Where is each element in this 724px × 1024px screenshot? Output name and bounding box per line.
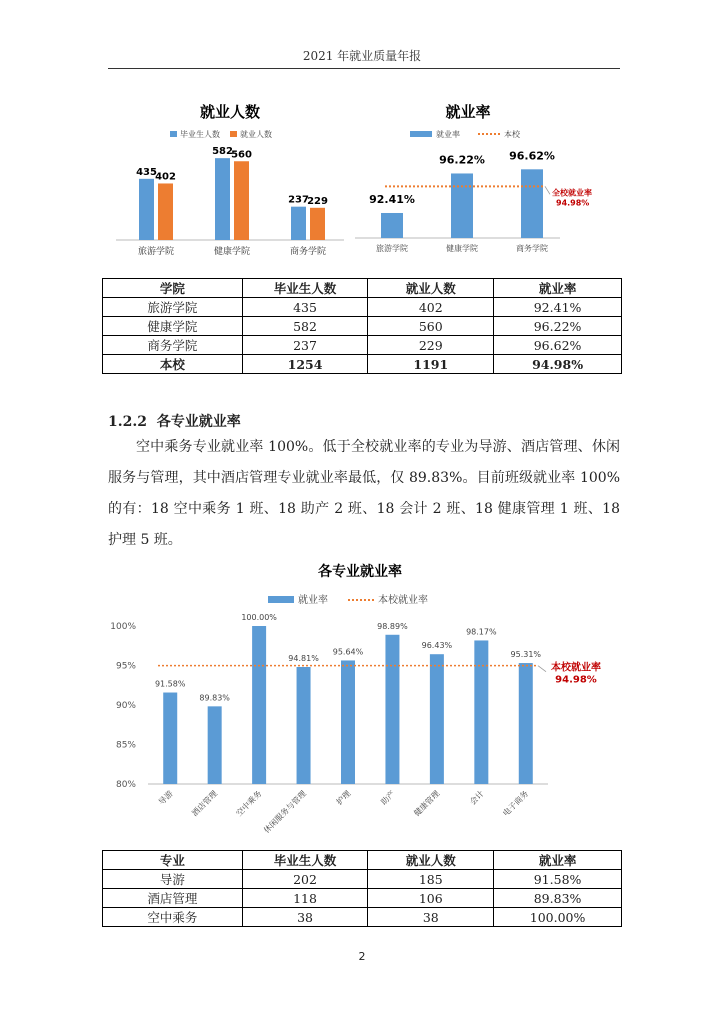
x-tick-label: 会计 — [468, 789, 486, 807]
annotation-leader — [545, 186, 550, 194]
legend-label: 毕业生人数 — [180, 130, 220, 139]
cell: 酒店管理 — [103, 889, 243, 908]
bar — [208, 706, 222, 784]
annotation-value: 94.98% — [555, 674, 597, 686]
cell: 435 — [242, 298, 368, 317]
table-header-row — [103, 279, 622, 298]
cell: 89.83% — [494, 889, 622, 908]
x-tick-label: 旅游学院 — [137, 247, 175, 257]
cell: 本校 — [103, 355, 243, 374]
cell: 402 — [368, 298, 494, 317]
y-tick-label: 85% — [115, 740, 136, 751]
data-label: 98.17% — [466, 627, 497, 637]
bar — [474, 640, 488, 784]
cell: 202 — [242, 870, 368, 889]
cell: 94.98% — [494, 355, 622, 374]
bar — [381, 213, 403, 238]
x-tick-label: 旅游学院 — [376, 244, 408, 253]
table-header-row — [103, 851, 622, 870]
chart-title: 就业人数 — [199, 103, 261, 121]
annotation-leader — [538, 666, 546, 672]
table-total-row — [103, 355, 622, 374]
data-label: 100.00% — [241, 613, 277, 622]
cell: 560 — [368, 317, 494, 336]
table-row — [103, 317, 622, 336]
y-tick-label: 80% — [115, 780, 136, 790]
bar — [158, 183, 173, 240]
table-row — [103, 870, 622, 889]
data-label: 96.43% — [421, 641, 453, 651]
cell: 91.58% — [494, 870, 622, 889]
section-number: 1.2.2 — [108, 414, 147, 430]
bar — [310, 208, 325, 240]
table-row — [103, 336, 622, 355]
legend-label: 就业率 — [436, 130, 460, 139]
annotation-value: 94.98% — [556, 198, 590, 208]
cell: 1191 — [368, 355, 494, 374]
bar — [297, 667, 311, 784]
major-table — [102, 850, 622, 927]
bar — [215, 158, 230, 240]
bar — [451, 173, 473, 238]
col-header: 学院 — [103, 279, 243, 298]
annotation-label: 本校就业率 — [551, 662, 601, 674]
legend-swatch — [410, 131, 432, 137]
x-tick-label: 导游 — [156, 789, 175, 807]
bar — [139, 179, 154, 240]
cell: 582 — [242, 317, 368, 336]
legend-label: 本校就业率 — [378, 595, 428, 606]
data-label: 229 — [307, 195, 328, 207]
annotation-label: 全校就业率 — [552, 188, 592, 198]
table-row — [103, 298, 622, 317]
col-header: 毕业生人数 — [242, 279, 368, 298]
x-tick-label: 商务学院 — [289, 247, 327, 257]
cell: 229 — [368, 336, 494, 355]
legend-label: 就业人数 — [240, 130, 272, 139]
legend-swatch — [170, 131, 177, 137]
data-label: 96.22% — [439, 153, 485, 167]
chart-title: 就业率 — [445, 103, 491, 121]
x-tick-label: 护理 — [334, 789, 353, 807]
bar — [430, 654, 444, 784]
cell: 38 — [242, 908, 368, 927]
cell: 237 — [242, 336, 368, 355]
data-label: 89.83% — [199, 693, 230, 703]
chart-employment-rate-by-college — [350, 95, 620, 265]
cell: 92.41% — [494, 298, 622, 317]
data-label: 92.41% — [369, 192, 415, 206]
cell: 96.62% — [494, 336, 622, 355]
cell: 38 — [368, 908, 494, 927]
data-label: 402 — [155, 171, 176, 183]
section-heading — [108, 411, 241, 431]
cell: 96.22% — [494, 317, 622, 336]
data-label: 582 — [212, 146, 233, 158]
cell: 106 — [368, 889, 494, 908]
cell: 旅游学院 — [103, 298, 243, 317]
page-number: 2 — [358, 950, 366, 963]
col-header: 就业人数 — [368, 851, 494, 870]
legend-swatch — [230, 131, 237, 137]
data-label: 96.62% — [509, 149, 555, 163]
data-label: 237 — [288, 194, 309, 206]
cell: 空中乘务 — [103, 908, 243, 927]
cell: 导游 — [103, 870, 243, 889]
cell: 商务学院 — [103, 336, 243, 355]
legend-label: 就业率 — [298, 595, 328, 606]
y-tick-label: 95% — [115, 661, 136, 672]
bar — [163, 693, 177, 784]
data-label: 95.64% — [332, 647, 364, 657]
bar — [385, 635, 399, 784]
chart-graduates-employed — [108, 95, 352, 265]
data-label: 560 — [231, 149, 252, 161]
col-header: 毕业生人数 — [242, 851, 368, 870]
data-label: 435 — [136, 166, 157, 178]
col-header: 就业率 — [494, 279, 622, 298]
chart-employment-rate-by-major — [108, 560, 620, 840]
x-tick-label: 健康管理 — [412, 789, 442, 819]
body-paragraph: 空中乘务专业就业率 100%。低于全校就业率的专业为导游、酒店管理、休闲服务与管理，其中酒店管理专业就业率最低，仅 89.83%。目前班级就业率 100% 的有：18 空中乘务 1 班、18 助产 2 班、18 会计 2 班、18 健康管理 1 班、18 护理 5 班。 — [108, 439, 620, 548]
cell: 185 — [368, 870, 494, 889]
x-tick-label: 健康学院 — [446, 244, 478, 253]
col-header: 专业 — [103, 851, 243, 870]
bar — [341, 660, 355, 784]
header-rule — [108, 68, 620, 69]
college-table — [102, 278, 622, 374]
bar — [291, 207, 306, 240]
bar — [234, 161, 249, 240]
bar — [521, 169, 543, 238]
cell: 118 — [242, 889, 368, 908]
x-tick-label: 商务学院 — [516, 244, 548, 253]
legend-label: 本校 — [504, 130, 520, 139]
x-tick-label: 健康学院 — [213, 247, 251, 257]
table-row — [103, 889, 622, 908]
chart-title: 各专业就业率 — [318, 564, 402, 580]
x-tick-label: 酒店管理 — [190, 789, 220, 819]
bar — [519, 663, 533, 784]
cell: 100.00% — [494, 908, 622, 927]
x-tick-label: 助产 — [379, 789, 397, 807]
x-tick-label: 空中乘务 — [234, 789, 264, 819]
bar — [252, 626, 266, 784]
cell: 健康学院 — [103, 317, 243, 336]
data-label: 98.89% — [377, 621, 408, 631]
y-tick-label: 90% — [115, 701, 136, 711]
y-tick-label: 100% — [110, 622, 136, 632]
data-label: 91.58% — [154, 679, 186, 689]
x-tick-label: 休闲服务与管理 — [262, 789, 308, 836]
section-title: 各专业就业率 — [156, 414, 241, 430]
data-label: 94.81% — [288, 654, 319, 664]
page-header: 2021 年就业质量年报 — [302, 49, 422, 63]
col-header: 就业率 — [494, 851, 622, 870]
x-tick-label: 电子商务 — [501, 789, 531, 819]
table-row — [103, 908, 622, 927]
data-label: 95.31% — [510, 650, 542, 660]
legend-swatch — [268, 596, 294, 603]
col-header: 就业人数 — [368, 279, 494, 298]
cell: 1254 — [242, 355, 368, 374]
